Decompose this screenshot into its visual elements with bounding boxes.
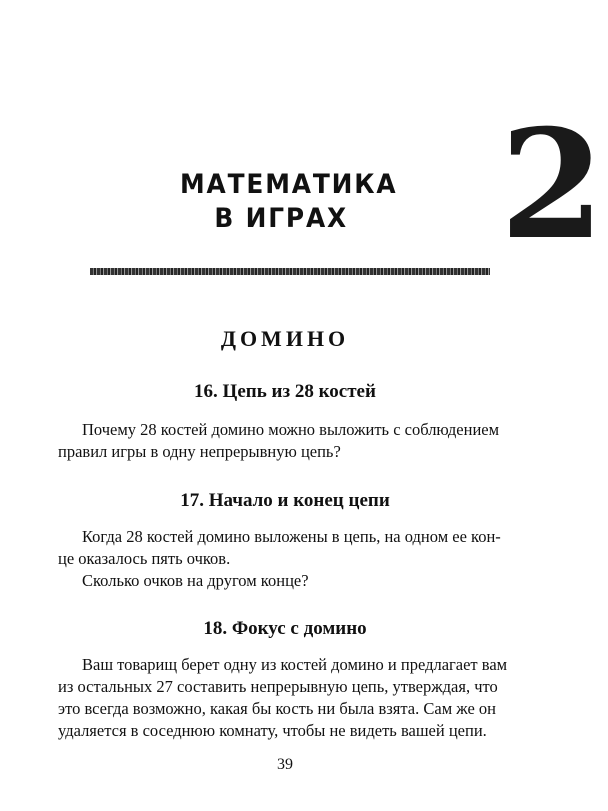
problem-16-text [58,419,518,463]
chapter-title-line-2: В ИГРАХ [214,203,349,234]
decorative-rule [90,268,490,275]
section-title: ДОМИНО [220,326,350,351]
problem-17-text [58,526,518,592]
chapter-title [180,168,398,236]
problem-17-line-3: Сколько очков на другом конце? [82,571,309,590]
problem-16-line-2: правил игры в одну непрерывную цепь? [58,442,341,461]
problem-18-heading: 18. Фокус с домино [203,618,367,639]
problem-17-line-2: це оказалось пять очков. [58,549,231,568]
problem-18-text [58,654,518,742]
problem-18-line-4: удаляется в соседнюю комнату, чтобы не видеть вашей цепи. [58,721,487,740]
chapter-number: 2 [500,97,605,273]
problem-18-line-3: это всегда возможно, какая бы кость ни была взята. Сам же он [58,699,496,718]
page-number: 39 [277,756,293,773]
problem-18-line-2: из остальных 27 составить непрерывную цепь, утверждая, что [58,677,498,696]
problem-17-heading: 17. Начало и конец цепи [180,490,390,511]
problem-17-line-1: Когда 28 костей домино выложены в цепь, на одном ее кон- [82,527,501,546]
problem-16-line-1: Почему 28 костей домино можно выложить с соблюдением [82,420,500,439]
chapter-title-line-1: МАТЕМАТИКА [180,169,398,200]
problem-16-heading: 16. Цепь из 28 костей [194,381,376,402]
problem-18-line-1: Ваш товарищ берет одну из костей домино и предлагает вам [82,655,508,674]
